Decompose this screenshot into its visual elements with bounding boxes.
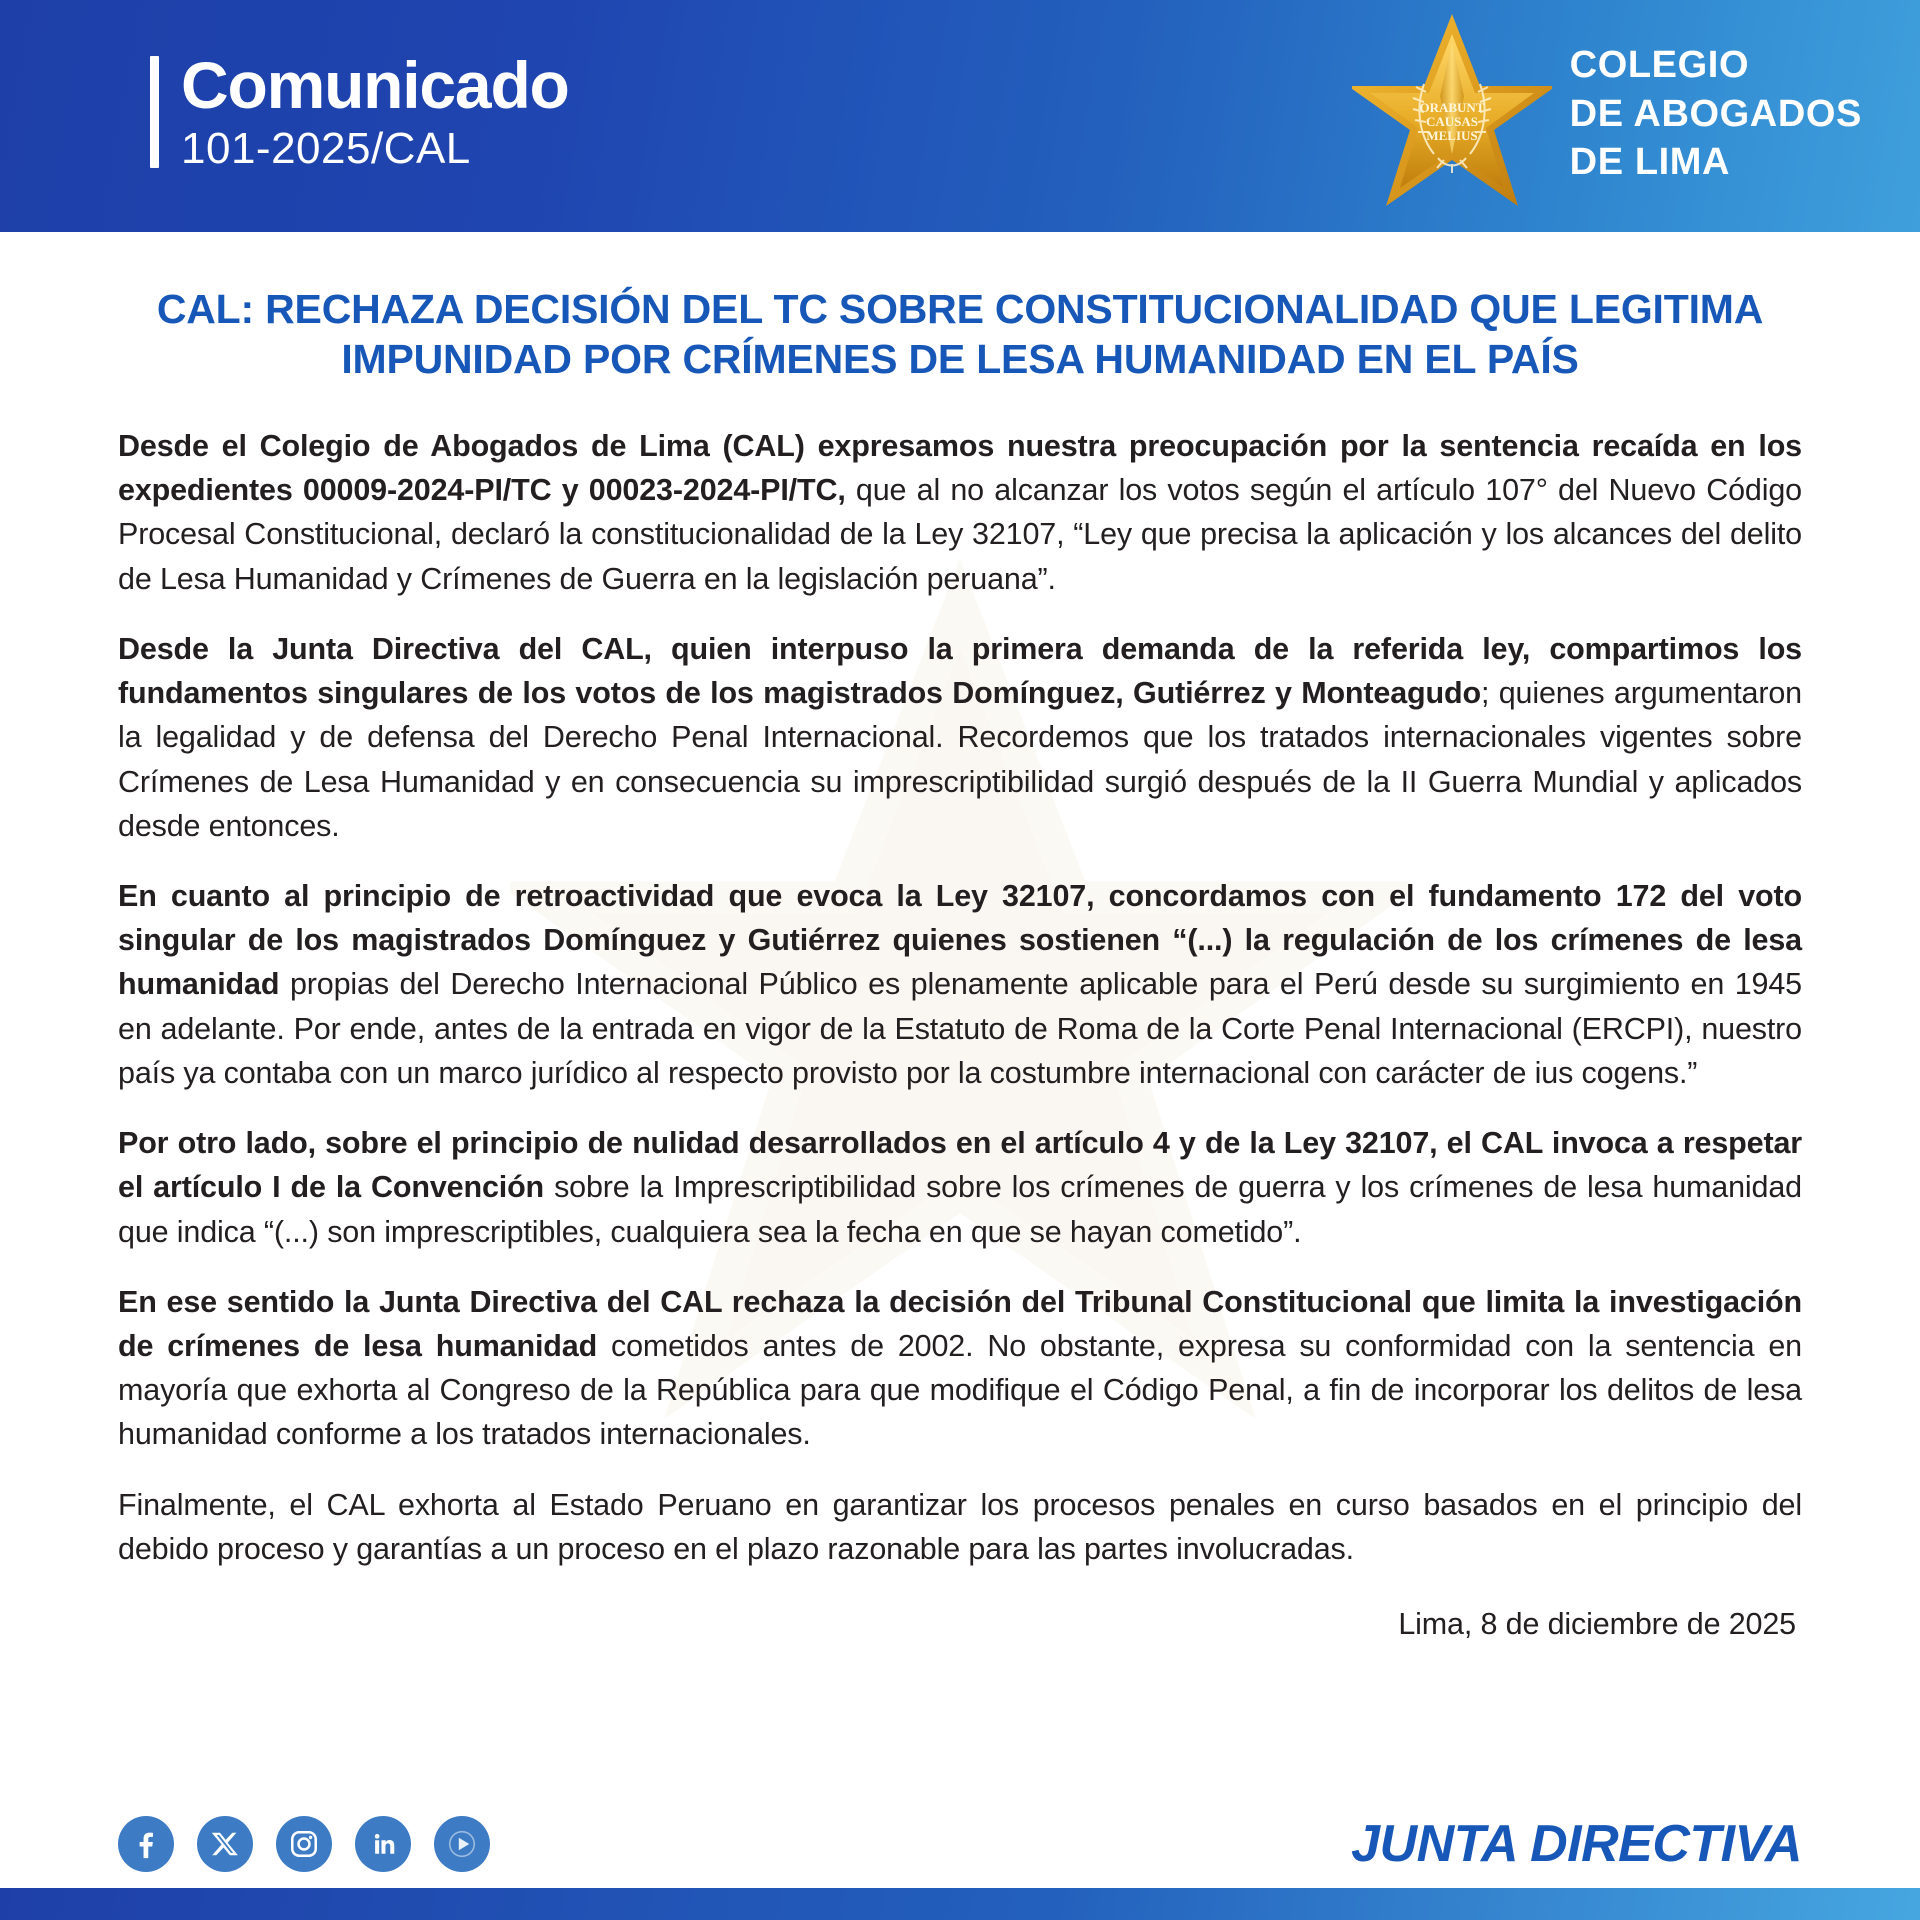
paragraph-3: [118, 874, 1802, 1095]
paragraph-5-bold: En ese sentido la Junta Directiva del CAL rechaza la decisión del Tribunal Constitucional que limita la investigación de crímenes de lesa humanidad: [118, 1284, 1802, 1363]
page-title: CAL: RECHAZA DECISIÓN DEL TC SOBRE CONSTITUCIONALIDAD QUE LEGITIMA IMPUNIDAD POR CRÍMENES DE LESA HUMANIDAD EN EL PAÍS: [156, 286, 1764, 383]
header-title-block: [150, 48, 569, 176]
paragraph-5: [118, 1280, 1802, 1457]
x-twitter-icon[interactable]: [197, 1816, 253, 1872]
paragraph-2-rest: ; quienes argumentaron la legalidad y de defensa del Derecho Penal Internacional. Recordemos que los tratados internacionales vigentes sobre Crímenes de Lesa Humanidad y en consecuencia su imprescriptibilidad surgió después de la II Guerra Mundial y aplicados desde entonces.: [118, 676, 1802, 843]
footer-accent-bar: [0, 1888, 1920, 1920]
paragraph-1-bold: Desde el Colegio de Abogados de Lima (CAL) expresamos nuestra preocupación por la sentencia recaída en los expedientes 00009-2024-PI/TC y 00023-2024-PI/TC,: [118, 429, 1802, 508]
linkedin-icon[interactable]: [355, 1816, 411, 1872]
paragraph-4-rest: sobre la Imprescriptibilidad sobre los crímenes de guerra y los crímenes de lesa humanidad que indica “(...) son imprescriptibles, cualquiera sea la fecha en que se hayan cometido”.: [118, 1170, 1802, 1249]
paragraph-2-bold: Desde la Junta Directiva del CAL, quien interpuso la primera demanda de la referida ley, compartimos los fundamentos singulares de los votos de los magistrados Domínguez, Gutiérrez y Monteagudo: [118, 631, 1802, 711]
brand-line-3: DE LIMA: [1569, 141, 1731, 184]
paragraph-1-rest: que al no alcanzar los votos según el artículo 107° del Nuevo Código Procesal Constitucional, declaró la constitucionalidad de la Ley 32107, “Ley que precisa la aplicación y los alcances del delito de Lesa Humanidad y Crímenes de Guerra en la legislación peruana”.: [118, 473, 1802, 596]
paragraph-2: [118, 627, 1802, 848]
paragraph-6: [118, 1483, 1802, 1571]
document-body: [0, 232, 1920, 1832]
document-content: [0, 232, 1920, 1642]
header-titles: [181, 48, 569, 176]
communique-number: 101-2025/CAL: [181, 124, 471, 174]
paragraph-4: [118, 1121, 1802, 1254]
footer-inner: [0, 1800, 1920, 1888]
cal-star-seal: [1352, 8, 1552, 220]
brand-line-2: DE ABOGADOS: [1569, 92, 1862, 135]
brand-block: [1352, 8, 1862, 220]
star-icon: [1352, 8, 1552, 220]
instagram-icon[interactable]: [276, 1816, 332, 1872]
brand-line-1: COLEGIO: [1569, 44, 1750, 87]
paragraph-3-rest: propias del Derecho Internacional Público es plenamente aplicable para el Perú desde su surgimiento en 1945 en adelante. Por ende, antes de la entrada en vigor de la Estatuto de Roma de la Corte Penal Internacional (ERCPI), nuestro país ya contaba con un marco jurídico al respecto provisto por la costumbre internacional con carácter de ius cogens.”: [118, 967, 1802, 1090]
paragraph-4-bold: Por otro lado, sobre el principio de nulidad desarrollados en el artículo 4 y de la Ley 32107, el CAL invoca a respetar el artículo I de la Convención: [118, 1126, 1802, 1205]
social-links: [118, 1816, 490, 1872]
date-line: Lima, 8 de diciembre de 2025: [1398, 1607, 1796, 1642]
page-header: [0, 0, 1920, 232]
paragraph-6-rest: Finalmente, el CAL exhorta al Estado Peruano en garantizar los procesos penales en curso basados en el principio del debido proceso y garantías a un proceso en el plazo razonable para las partes involucradas.: [118, 1487, 1802, 1566]
paragraph-3-bold: En cuanto al principio de retroactividad que evoca la Ley 32107, concordamos con el fundamento 172 del voto singular de los magistrados Domínguez y Gutiérrez quienes sostienen “(...) la regulación de los crímenes de lesa humanidad: [118, 879, 1802, 1002]
brand-name: [1570, 41, 1862, 187]
seal-motto-line1: ORABUNT: [1419, 100, 1485, 115]
facebook-icon[interactable]: [118, 1816, 174, 1872]
page-footer: [0, 1800, 1920, 1920]
youtube-play-icon[interactable]: [434, 1816, 490, 1872]
signature-junta-directiva: JUNTA DIRECTIVA: [1351, 1815, 1802, 1873]
paragraph-5-rest: cometidos antes de 2002. No obstante, expresa su conformidad con la sentencia en mayoría que exhorta al Congreso de la República para que modifique el Código Penal, a fin de incorporar los delitos de lesa humanidad conforme a los tratados internacionales.: [118, 1328, 1802, 1452]
paragraph-1: [118, 424, 1802, 601]
seal-motto-line3: MELIUS: [1426, 128, 1478, 143]
seal-motto-line2: CAUSAS: [1425, 114, 1478, 129]
communique-label: Comunicado: [181, 48, 569, 122]
title-accent-rule: [150, 56, 159, 168]
